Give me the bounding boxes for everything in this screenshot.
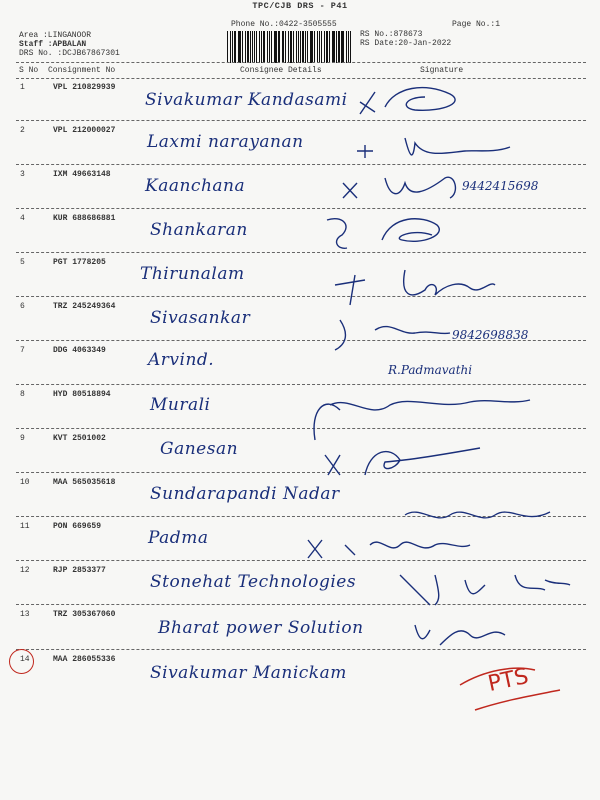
signature-13	[410, 615, 520, 655]
row-sno: 2	[20, 126, 25, 135]
row-sno: 3	[20, 170, 25, 179]
row-sno: 4	[20, 214, 25, 223]
row-sno: 8	[20, 390, 25, 399]
row-sno: 9	[20, 434, 25, 443]
row-consignee-name: Sivakumar Kandasami	[145, 90, 348, 110]
rs-date: RS Date:20-Jan-2022	[360, 39, 452, 48]
signature-2	[355, 133, 515, 165]
phone-number: Phone No.:0422-3505555	[231, 20, 337, 29]
row-sno: 11	[20, 522, 30, 531]
signature-3	[335, 168, 465, 208]
row-divider	[16, 472, 586, 473]
row-consignee-name: Ganesan	[160, 439, 239, 459]
row-consignment-no: MAA 286055336	[53, 655, 116, 664]
row-consignment-no: DDG 4063349	[53, 346, 106, 355]
row-divider	[16, 120, 586, 121]
header-divider	[16, 78, 586, 79]
header-divider	[16, 62, 586, 63]
row-consignee-name: Thirunalam	[140, 264, 245, 284]
col-consignment: Consignment No	[48, 66, 116, 75]
row-consignee-name: Shankaran	[150, 220, 248, 240]
row-consignee-name: Sundarapandi Nadar	[150, 484, 340, 504]
sheet-title: TPC/CJB DRS - P41	[252, 1, 348, 11]
col-signature: Signature	[420, 66, 464, 75]
row-consignment-no: TRZ 245249364	[53, 302, 116, 311]
signature-11	[300, 530, 480, 564]
row-consignment-no: TRZ 305367060	[53, 610, 116, 619]
row-sno: 5	[20, 258, 25, 267]
signature-12	[395, 570, 575, 610]
row-sno: 14	[20, 655, 30, 664]
row-consignment-no: HYD 80518894	[53, 390, 111, 399]
row-consignee-name: Murali	[150, 395, 211, 415]
signature-10	[400, 500, 560, 530]
page-number: Page No.:1	[452, 20, 501, 29]
handwritten-phone-6: 9842698838	[452, 328, 529, 342]
row-consignee-name: Sivakumar Manickam	[150, 663, 347, 683]
row-sno: 1	[20, 83, 25, 92]
signature-9	[320, 440, 490, 484]
row-divider	[16, 208, 586, 209]
row-sno: 12	[20, 566, 30, 575]
row-consignment-no: MAA 565035618	[53, 478, 116, 487]
row-consignee-name: Bharat power Solution	[158, 618, 364, 638]
barcode-icon	[227, 31, 353, 63]
row-sno: 13	[20, 610, 30, 619]
row-consignee-name: Laxmi narayanan	[147, 132, 304, 152]
row-consignment-no: RJP 2853377	[53, 566, 106, 575]
row-sno: 7	[20, 346, 25, 355]
row-divider	[16, 296, 586, 297]
row-consignment-no: KUR 688686881	[53, 214, 116, 223]
row-consignment-no: KVT 2501002	[53, 434, 106, 443]
pts-stamp: PTS	[485, 664, 531, 697]
pts-underline	[455, 655, 565, 715]
row-consignee-name: Sivasankar	[150, 308, 251, 328]
red-circle-mark	[9, 649, 34, 674]
signature-5	[330, 260, 500, 320]
area-label: Area :LINGANOOR	[19, 31, 92, 40]
row-consignment-no: VPL 210829939	[53, 83, 116, 92]
signature-4	[322, 210, 462, 258]
row-consignment-no: PGT 1778205	[53, 258, 106, 267]
row-consignee-name: Stonehat Technologies	[150, 572, 357, 592]
row-sno: 10	[20, 478, 30, 487]
row-consignee-name: Padma	[148, 528, 209, 548]
row-consignee-name: Kaanchana	[145, 176, 246, 196]
row-divider	[16, 384, 586, 385]
signature-1	[355, 82, 475, 122]
drs-number: DRS No. :DCJB67867301	[19, 49, 120, 58]
handwritten-receiver-7: R.Padmavathi	[388, 363, 473, 377]
handwritten-phone-3: 9442415698	[462, 179, 539, 193]
col-consignee: Consignee Details	[240, 66, 322, 75]
row-consignee-name: Arvind.	[148, 350, 215, 370]
col-sno: S No	[19, 66, 39, 75]
row-divider	[16, 252, 586, 253]
rs-number: RS No.:878673	[360, 30, 423, 39]
row-sno: 6	[20, 302, 25, 311]
staff-label: Staff :APBALAN	[19, 40, 87, 49]
row-consignment-no: PON 669659	[53, 522, 102, 531]
row-consignment-no: IXM 49663148	[53, 170, 111, 179]
row-consignment-no: VPL 212000027	[53, 126, 116, 135]
